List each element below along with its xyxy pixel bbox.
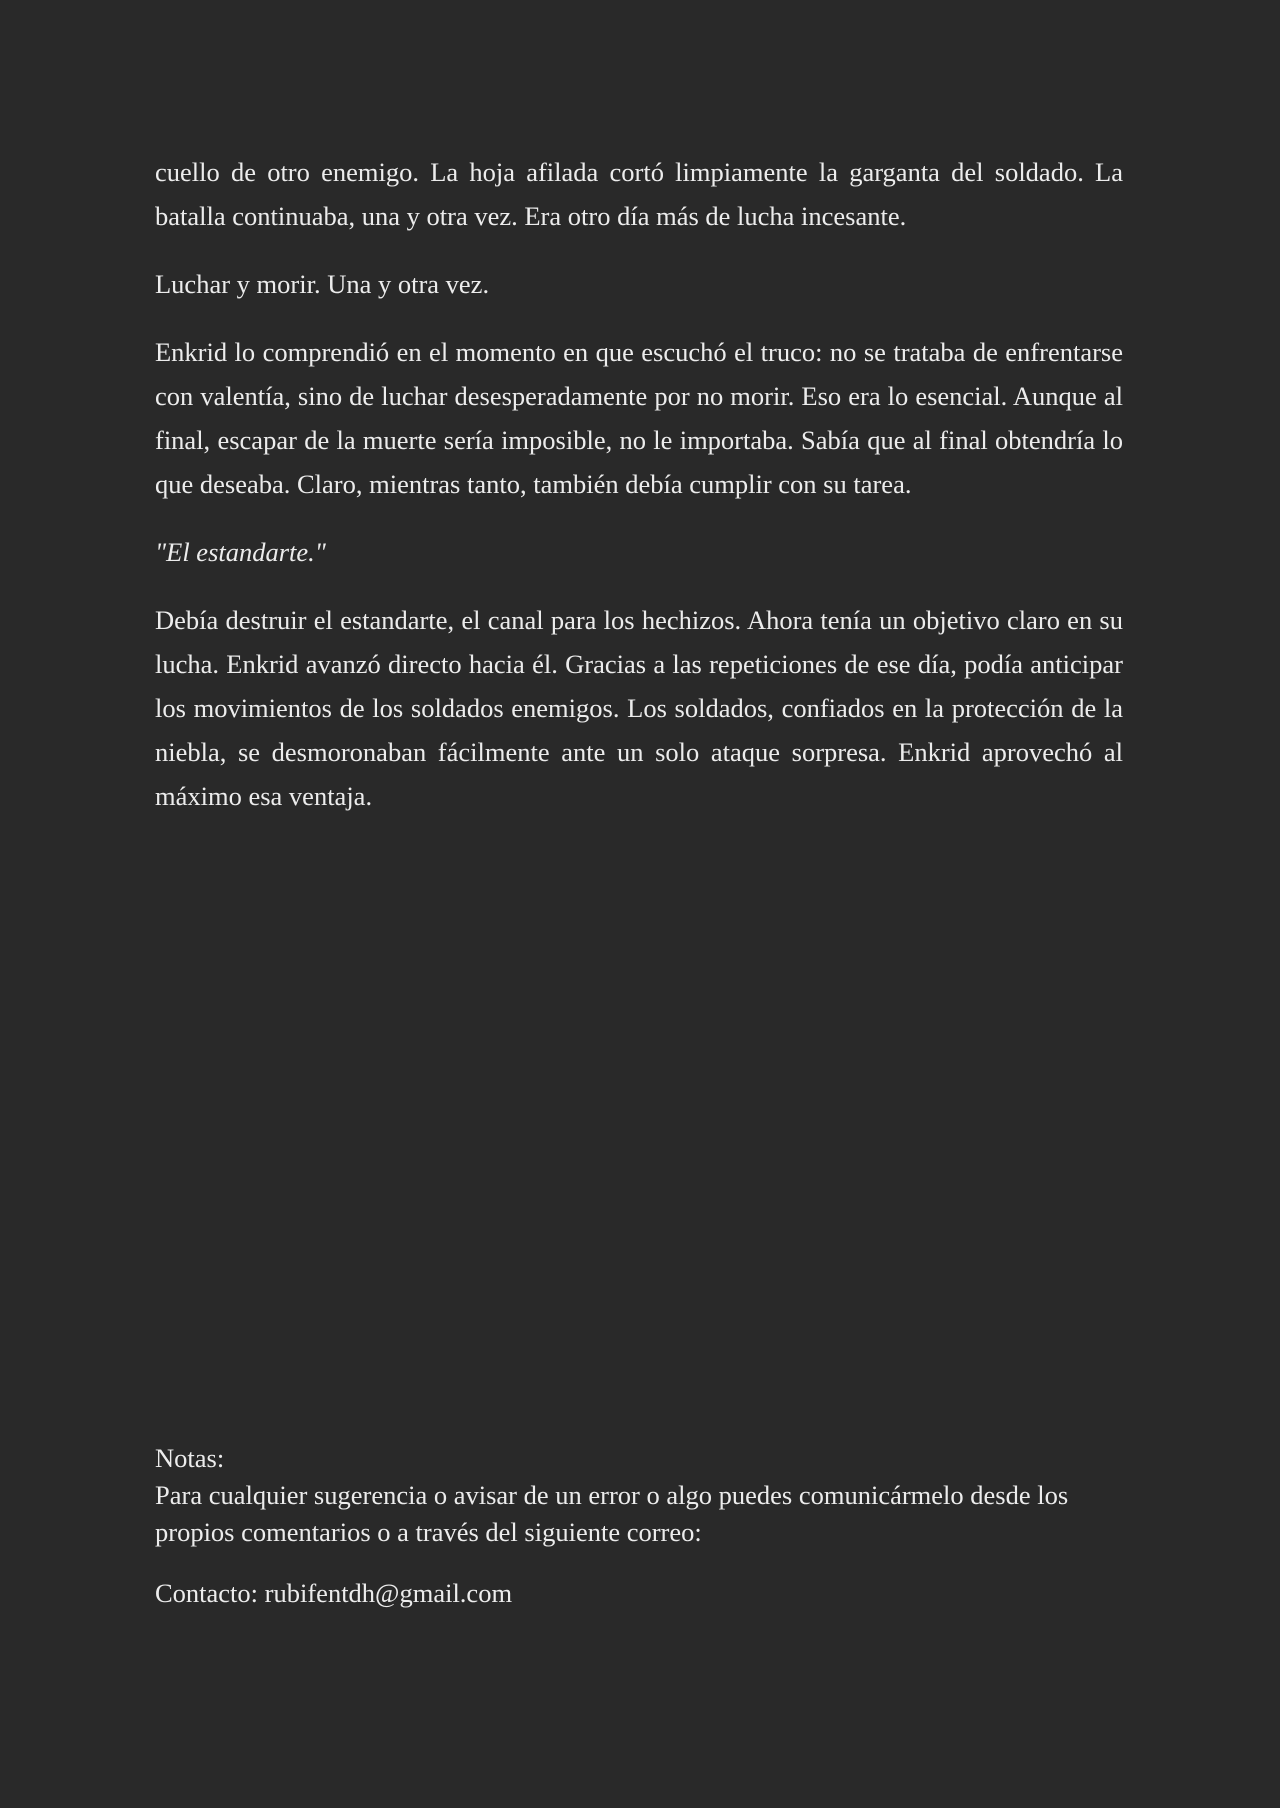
paragraph: Debía destruir el estandarte, el canal para los hechizos. Ahora tenía un objetivo claro en su lucha. Enkrid avanzó directo hacia él. Gracias a las repeticiones de ese día, podía anticipar los movimientos de los soldados enemigos. Los soldados, confiados en la protección de la niebla, se desmoronaban fácilmente ante un solo ataque sorpresa. Enkrid aprovechó al máximo esa ventaja.: [155, 605, 1123, 811]
quoted-thought: "El estandarte.": [155, 537, 326, 567]
paragraph: cuello de otro enemigo. La hoja afilada cortó limpiamente la garganta del soldado. La batalla continuaba, una y otra vez. Era otro día más de lucha incesante.: [155, 157, 1123, 231]
contact-label: Contacto:: [155, 1578, 265, 1608]
paragraph: Enkrid lo comprendió en el momento en que escuchó el truco: no se trataba de enfrentarse con valentía, sino de luchar desesperadamente por no morir. Eso era lo esencial. Aunque al final, escapar de la muerte sería imposible, no le importaba. Sabía que al final obtendría lo que deseaba. Claro, mientras tanto, también debía cumplir con su tarea.: [155, 337, 1123, 499]
paragraph: Luchar y morir. Una y otra vez.: [155, 269, 490, 299]
contact-line: [155, 1575, 1123, 1612]
chapter-body: [155, 150, 1123, 842]
translator-notes: [155, 1440, 1123, 1612]
contact-email: rubifentdh@gmail.com: [264, 1578, 513, 1608]
notes-body: Para cualquier sugerencia o avisar de un error o algo puedes comunicármelo desde los propios comentarios o a través del siguiente correo:: [155, 1480, 1069, 1547]
notes-label: Notas:: [155, 1443, 225, 1473]
